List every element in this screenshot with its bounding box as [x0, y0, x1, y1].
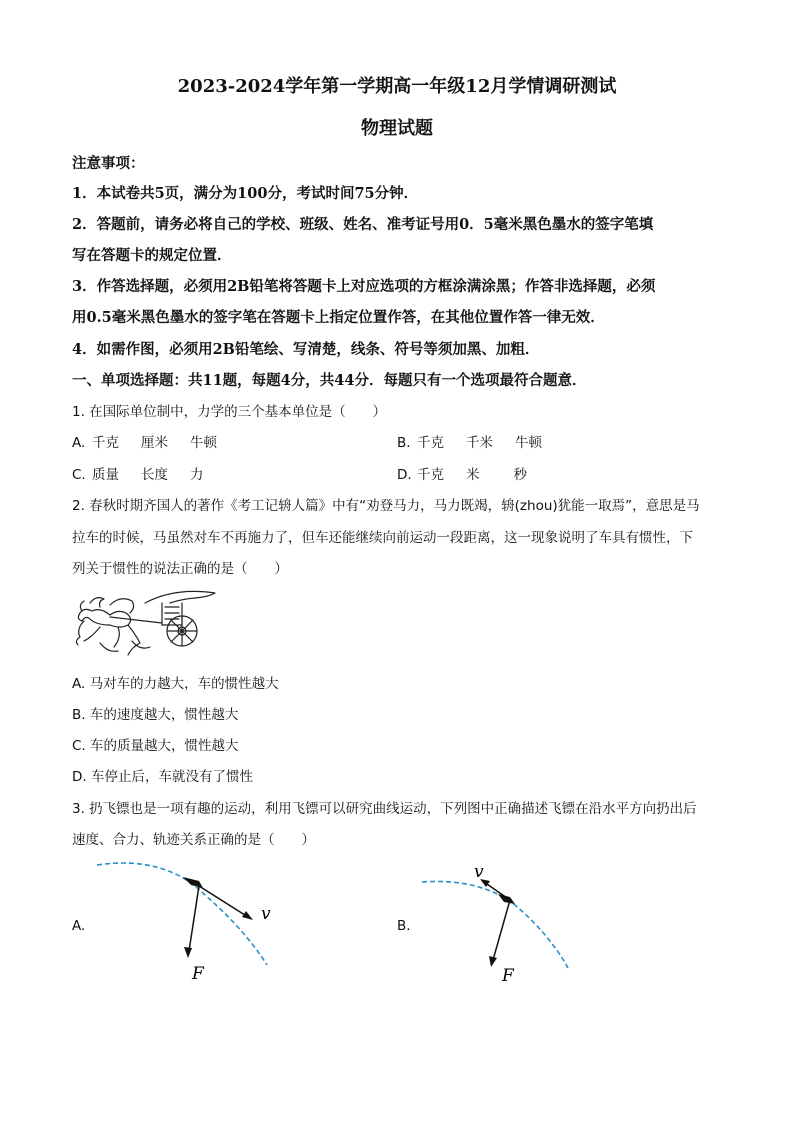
q2-stem-line-2: 拉车的时候，马虽然对车不再施力了，但车还能继续向前运动一段距离，这一现象说明了车具有惯性，下 — [72, 530, 693, 546]
q3-stem-line-2: 速度、合力、轨迹关系正确的是（ ） — [72, 832, 315, 848]
note-item-4: 4．如需作图，必须用2B铅笔绘、写清楚，线条、符号等须加黑、加粗． — [72, 341, 540, 358]
force-label: F — [192, 964, 204, 984]
subject-title: 物理试题 — [361, 118, 433, 139]
exam-title: 2023-2024学年第一学期高一年级12月学情调研测试 — [177, 76, 617, 97]
q1-stem: 1. 在国际单位制中，力学的三个基本单位是（ ） — [72, 404, 387, 420]
q2-option-a[interactable]: A. 马对车的力越大，车的惯性越大 — [72, 676, 279, 692]
section-heading: 一、单项选择题：共11题，每题4分，共44分．每题只有一个选项最符合题意． — [72, 372, 587, 389]
q3-figure-b — [420, 860, 580, 985]
notes-heading: 注意事项： — [72, 155, 145, 172]
horse-chariot-illustration — [70, 585, 225, 665]
note-item-3-cont: 用0.5毫米黑色墨水的签字笔在答题卡上指定位置作答，在其他位置作答一律无效． — [72, 309, 605, 326]
velocity-arrow — [199, 886, 248, 917]
q2-option-c[interactable]: C. 车的质量越大，惯性越大 — [72, 738, 239, 754]
force-arrow — [189, 886, 199, 951]
q2-option-d[interactable]: D. 车停止后，车就没有了惯性 — [72, 769, 253, 785]
trajectory-curve — [97, 863, 267, 965]
q2-option-b[interactable]: B. 车的速度越大，惯性越大 — [72, 707, 239, 723]
velocity-label: v — [474, 862, 484, 882]
force-label: F — [502, 966, 514, 986]
note-item-2: 2．答题前，请务必将自己的学校、班级、姓名、准考证号用0．5毫米黑色墨水的签字笔填 — [72, 216, 654, 233]
q3-stem-line-1: 3. 扔飞镖也是一项有趣的运动，利用飞镖可以研究曲线运动，下列图中正确描述飞镖在沿水平方向扔出后 — [72, 801, 697, 817]
dart — [498, 894, 515, 904]
q3-option-a-label[interactable]: A. — [72, 918, 86, 934]
q3-figure-a — [95, 855, 295, 985]
note-item-3: 3．作答选择题，必须用2B铅笔将答题卡上对应选项的方框涂满涂黑；作答非选择题，必须 — [72, 278, 656, 295]
q2-stem-line-3: 列关于惯性的说法正确的是（ ） — [72, 561, 288, 577]
q1-option-a[interactable]: A. 千克 厘米 牛顿 — [72, 435, 217, 451]
q1-option-b[interactable]: B. 千克 千米 牛顿 — [397, 435, 542, 451]
q2-stem-line-1: 2. 春秋时期齐国人的著作《考工记辀人篇》中有“劝登马力，马力既竭，辀(zhou)犹能一取焉”，意思是马 — [72, 498, 700, 514]
q3-option-b-label[interactable]: B. — [397, 918, 411, 934]
note-item-1: 1．本试卷共5页，满分为100分，考试时间75分钟． — [72, 185, 419, 202]
q1-option-c[interactable]: C. 质量 长度 力 — [72, 467, 204, 483]
canopy — [145, 591, 215, 603]
note-item-2-cont: 写在答题卡的规定位置． — [72, 247, 232, 264]
velocity-label: v — [261, 904, 271, 924]
velocity-arrow — [484, 882, 510, 900]
q1-option-d[interactable]: D. 千克 米 秒 — [397, 467, 527, 483]
force-arrow — [493, 900, 510, 960]
